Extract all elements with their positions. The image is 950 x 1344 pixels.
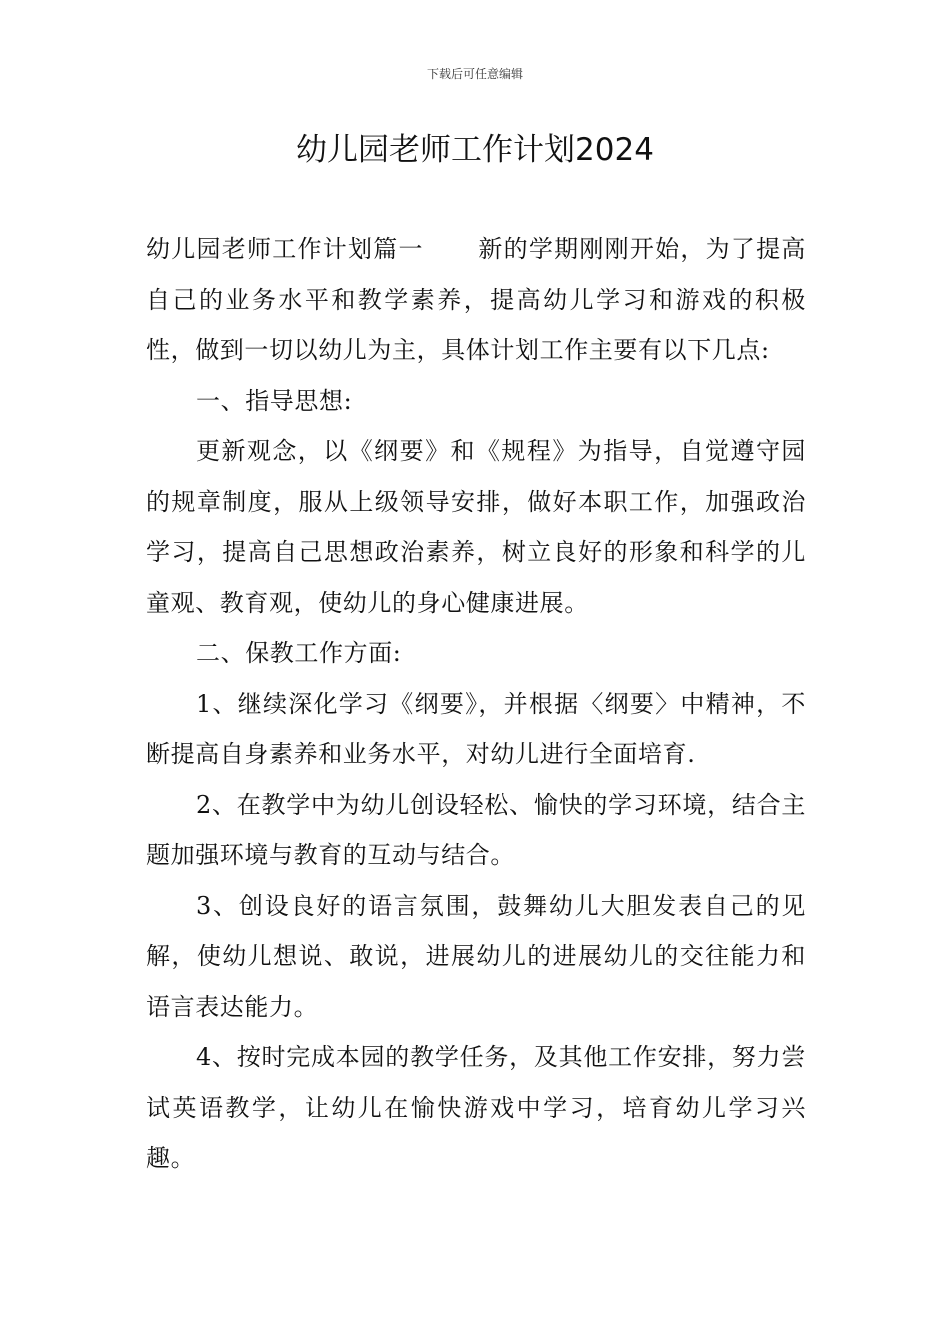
document-title: 幼儿园老师工作计划2024: [296, 132, 654, 168]
intro-paragraph: [146, 224, 806, 376]
section-heading-guiding-thought: 一、指导思想:: [196, 386, 353, 415]
paragraph-guiding-thought: 更新观念，以《纲要》和《规程》为指导，自觉遵守园的规章制度，服从上级领导安排，做好本职工作，加强政治学习，提高自己思想政治素养，树立良好的形象和科学的儿童观、教育观，使幼儿的身心健康进展。: [146, 437, 806, 617]
list-item-4: 4、按时完成本园的教学任务，及其他工作安排，努力尝试英语教学，让幼儿在愉快游戏中学习，培育幼儿学习兴趣。: [146, 1043, 806, 1172]
section-heading-teaching-work: 二、保教工作方面:: [196, 639, 402, 667]
intro-text: 新的学期刚刚开始，为了提高自己的业务水平和教学素养，提高幼儿学习和游戏的积极性，做到一切以幼儿为主，具体计划工作主要有以下几点:: [146, 235, 806, 364]
header-note: 下载后可任意编辑: [426, 67, 523, 81]
document-body: [146, 224, 806, 1184]
list-item-2: 2、在教学中为幼儿创设轻松、愉快的学习环境，结合主题加强环境与教育的互动与结合。: [146, 790, 806, 869]
intro-label: 幼儿园老师工作计划篇一: [146, 235, 424, 263]
list-item-1: 1、继续深化学习《纲要》，并根据〈纲要〉中精神，不断提高自身素养和业务水平，对幼儿进行全面培育.: [146, 689, 806, 768]
list-item-3: 3、创设良好的语言氛围，鼓舞幼儿大胆发表自己的见解，使幼儿想说、敢说，进展幼儿的进展幼儿的交往能力和语言表达能力。: [146, 891, 806, 1021]
